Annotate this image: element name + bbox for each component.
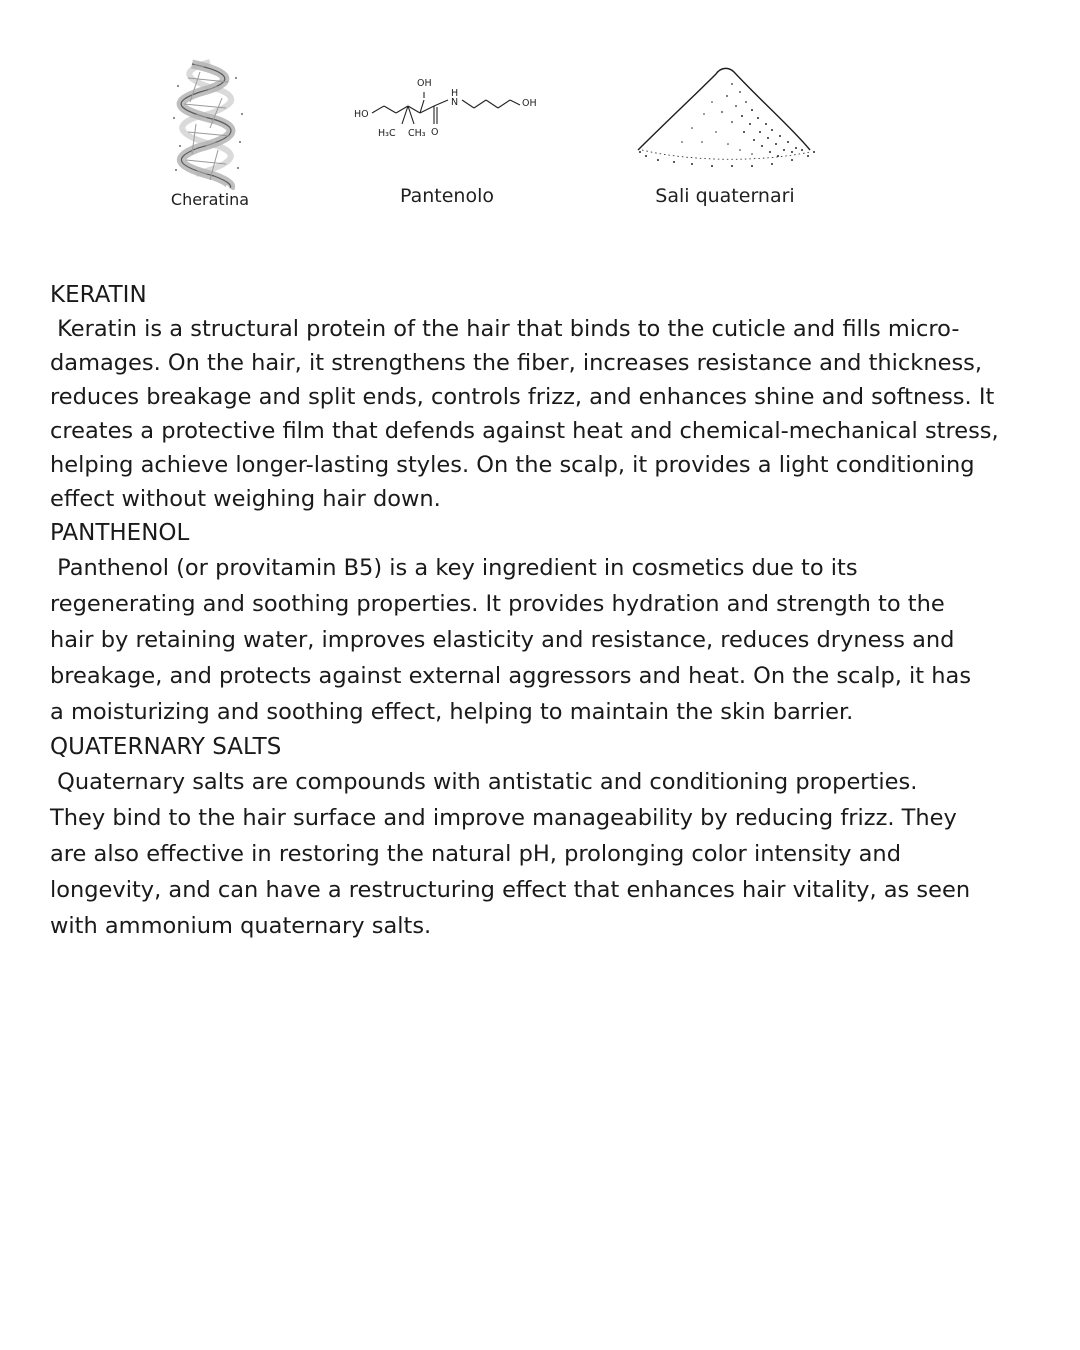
keratin-heading: KERATIN (50, 282, 147, 308)
keratin-description: Keratin is a structural protein of the hair that binds to the cuticle and fills micro- damages. On the hair, it strengthens the fiber, increases resistance and thickness, reduces breakage and split ends, controls frizz, and enhances shine and softness. It creates a protective film that defends against heat and chemical-mechanical stress, helping achieve longer-lasting styles. On the scalp, it provides a light conditioning effect without weighing hair down. (50, 316, 999, 512)
keratin-helix-icon (170, 58, 250, 190)
formula-oh-top: OH (417, 78, 432, 89)
formula-ho-left: HO (354, 109, 369, 120)
formula-n: N (451, 97, 459, 108)
panthenol-heading: PANTHENOL (50, 520, 190, 546)
quaternary-salts-heading: QUATERNARY SALTS (50, 734, 282, 760)
formula-h3c: H₃C (378, 128, 396, 139)
keratin-figure-label: Cheratina (170, 190, 250, 209)
powder-pile-icon (632, 62, 818, 174)
ingredient-figures (0, 0, 1080, 240)
panthenol-structure-icon (350, 72, 550, 142)
panthenol-figure-label: Pantenolo (400, 185, 494, 207)
formula-h: H (451, 88, 459, 99)
formula-ch3: CH₃ (408, 128, 426, 139)
formula-o: O (431, 127, 439, 138)
formula-oh-right: OH (522, 98, 537, 109)
ingredients-text (50, 278, 1035, 944)
quaternary-salts-description: Quaternary salts are compounds with antistatic and conditioning properties. They bind to the hair surface and improve manageability by reducing frizz. They are also effective in restoring the natural pH, prolonging color intensity and longevity, and can have a restructuring effect that enhances hair vitality, as seen with ammonium quaternary salts. (50, 769, 971, 939)
panthenol-description: Panthenol (or provitamin B5) is a key ingredient in cosmetics due to its regenerating and soothing properties. It provides hydration and strength to the hair by retaining water, improves elasticity and resistance, reduces dryness and breakage, and protects against external aggressors and heat. On the scalp, it has a moisturizing and soothing effect, helping to maintain the skin barrier. (50, 555, 972, 725)
salts-figure-label: Sali quaternari (655, 185, 795, 207)
